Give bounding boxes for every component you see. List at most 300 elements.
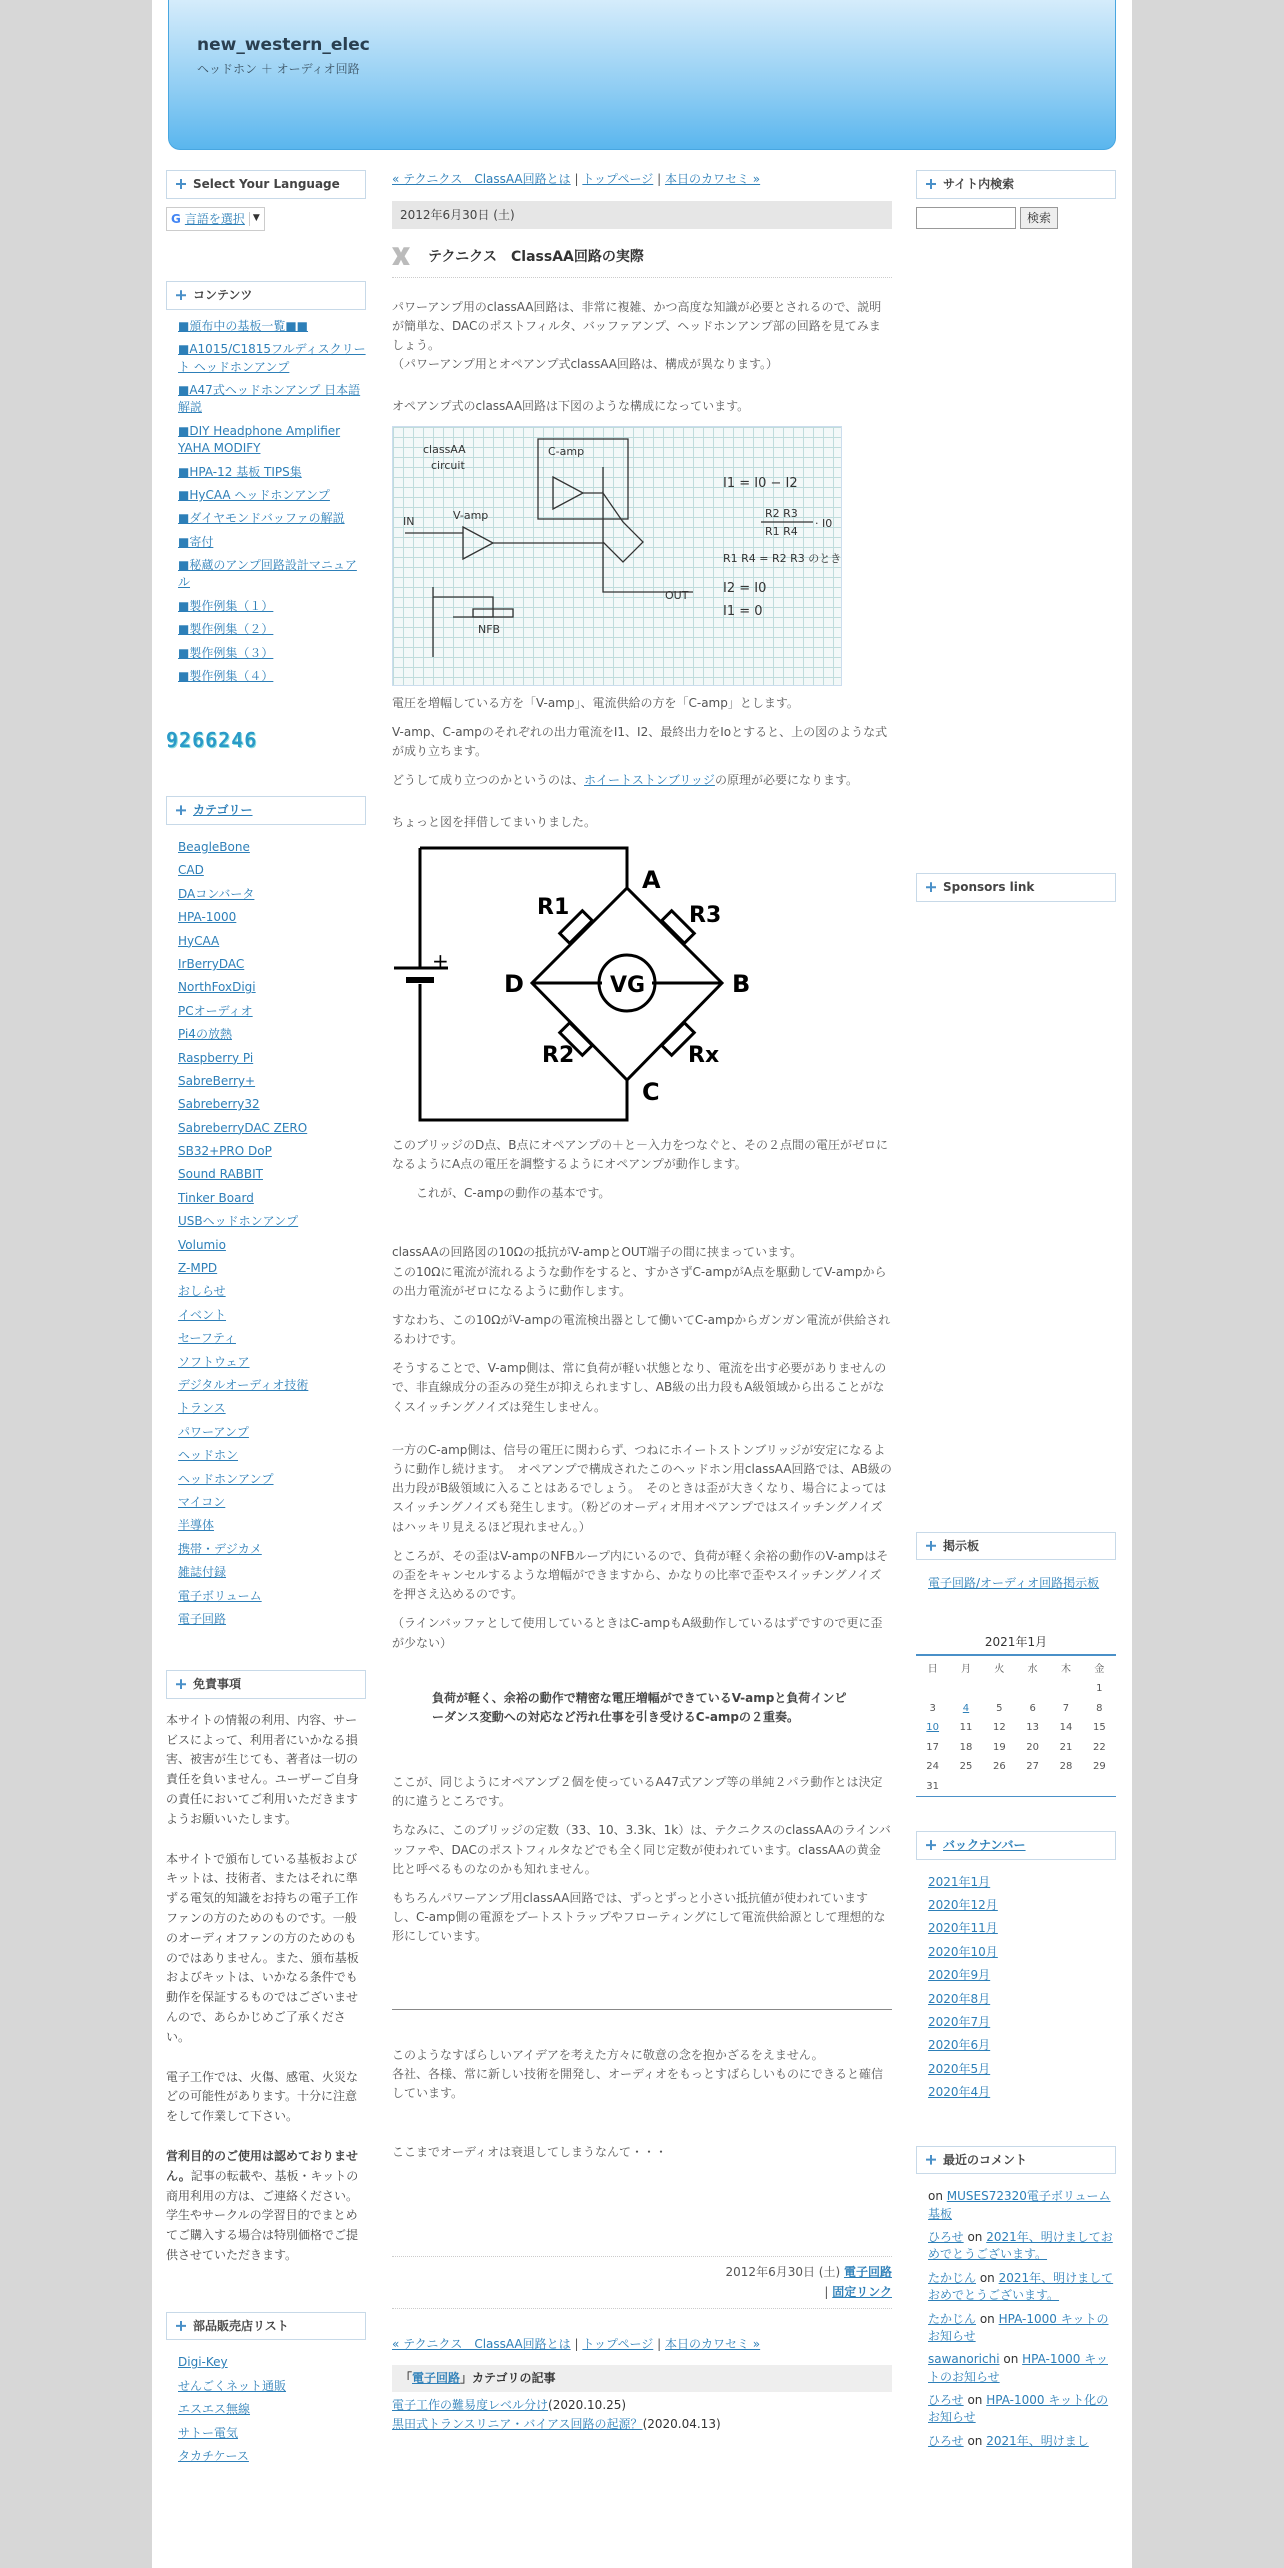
footer-date: 2012年6月30日 (土) — [725, 2265, 841, 2280]
fig1-eq4: I2 = I0 — [723, 580, 767, 596]
category-link[interactable]: ヘッドホン — [178, 1448, 239, 1463]
category-list — [166, 839, 366, 1628]
post-p17: もちろんパワーアンプ用classAA回路では、ずっとずっと小さい抵抗値が使われていますし、C-amp側の電源をブートストラップやフローティングにして電流供給源として理想的な形にしています。 — [392, 1891, 886, 1944]
comment-post-link[interactable]: 2021年、明けましておめでとうございます。 — [928, 2270, 1114, 2303]
calendar-day — [916, 1679, 949, 1699]
shop-link[interactable]: エスエス無線 — [178, 2402, 251, 2417]
post-p4: V-amp、C-ampのそれぞれの出力電流をI1、I2、最終出力をIoとすると、上の図のような式が成り立ちます。 — [392, 725, 888, 759]
comment-item — [928, 2311, 1116, 2346]
contents-item — [178, 534, 366, 551]
calendar-day: 19 — [992, 1741, 1006, 1753]
post-p5 — [392, 771, 892, 790]
backnumber-link[interactable]: 2020年8月 — [928, 1991, 991, 2006]
backnumber-item — [928, 2037, 1116, 2054]
calendar-day-link[interactable]: 10 — [926, 1722, 940, 1734]
comment-post-link[interactable]: HPA-1000 キットのお知らせ — [928, 2352, 1108, 2384]
category-item — [178, 839, 366, 856]
calendar-head-row — [916, 1660, 1116, 1680]
backnumber-link[interactable]: 2021年1月 — [928, 1874, 991, 1889]
category-link[interactable]: USBヘッドホンアンプ — [178, 1214, 299, 1229]
comment-user-link[interactable]: sawanorichi — [928, 2352, 1000, 2367]
post-p19: ここまでオーディオは衰退してしまうなんて・・・ — [392, 2145, 668, 2160]
comment-post-link[interactable]: 2021年、明けましておめでとうございます。 — [928, 2229, 1113, 2262]
chevron-down-icon[interactable]: ▼ — [249, 212, 260, 226]
contents-item — [178, 510, 366, 527]
board-link[interactable]: 電子回路/オーディオ回路掲示板 — [928, 1576, 1100, 1591]
access-counter: 9266246 — [166, 728, 258, 753]
backnumber-item — [928, 1897, 1116, 1914]
footer-category-link[interactable]: 電子回路 — [843, 2265, 892, 2280]
category-item — [178, 1026, 366, 1043]
category-link[interactable]: Volumio — [178, 1237, 226, 1252]
calendar-day: 24 — [926, 1761, 940, 1773]
category-item — [178, 933, 366, 950]
contents-link[interactable]: ■製作例集（４） — [178, 669, 274, 684]
comment-user-link[interactable]: ひろせ — [928, 2433, 964, 2448]
language-select[interactable] — [166, 207, 265, 232]
post-p18-text: このようなすばらしいアイデアを考えた方々に敬意の念を抱かざるをえません。 — [392, 2047, 824, 2062]
calendar-day — [949, 1679, 982, 1699]
fig1-eq5: I1 = 0 — [723, 603, 763, 619]
calendar-day[interactable] — [916, 1718, 949, 1738]
category-link[interactable]: ソフトウェア — [178, 1354, 250, 1369]
calendar — [916, 1633, 1116, 1797]
calendar-day: 26 — [992, 1761, 1006, 1773]
calendar-day: 17 — [926, 1741, 940, 1753]
label-r3: R3 — [689, 902, 722, 928]
contents-item — [178, 645, 366, 662]
related-date: (2020.04.13) — [642, 2417, 721, 2432]
divider — [392, 2009, 892, 2010]
calendar-week-row — [916, 1718, 1116, 1738]
calendar-week-row — [916, 1738, 1116, 1758]
calendar-weekday: 日 — [927, 1663, 938, 1675]
category-link[interactable]: 半導体 — [178, 1518, 215, 1533]
contents-item — [178, 423, 366, 458]
calendar-day: 22 — [1092, 1741, 1106, 1753]
category-item — [178, 1050, 366, 1067]
calendar-day: 15 — [1092, 1722, 1106, 1734]
category-item — [178, 956, 366, 973]
fig1-label1: classAA — [423, 442, 466, 456]
comment-user-link[interactable]: たかじん — [928, 2311, 977, 2326]
post-p8: これが、C-ampの動作の基本です。 — [416, 1186, 611, 1201]
contents-link[interactable]: ■HPA-12 基板 TIPS集 — [178, 464, 302, 479]
language-select-label[interactable]: 言語を選択 — [184, 211, 245, 226]
category-item — [178, 1260, 366, 1277]
category-link[interactable]: 電子ボリューム — [178, 1588, 262, 1603]
category-item — [178, 1517, 366, 1534]
comment-post-link[interactable]: HPA-1000 キットのお知らせ — [928, 2311, 1109, 2343]
calendar-week-row — [916, 1757, 1116, 1777]
post-p12: 一方のC-amp側は、信号の電圧に関わらず、つねにホイートストンブリッジが安定になるように動作し続けます。 オペアンプで構成されたこのヘッドホン用classAA回路では、AB級の出力段がB級領域に入ることはあるでしょう。 そのときは歪が大きくなり、場合によってはスイッチングノイズも発生します。（粉どのオーディオ用オペアンプではスイッチングノイズはハッキリ見えるほど現れません。） — [392, 1442, 892, 1534]
backnumber-link[interactable]: 2020年7月 — [928, 2015, 991, 2029]
node-b: B — [732, 969, 751, 998]
backnumber-item — [928, 2084, 1116, 2101]
comment-user-link[interactable]: ひろせ — [928, 2229, 964, 2244]
comment-on: on — [999, 2352, 1023, 2367]
calendar-day: 5 — [996, 1702, 1003, 1714]
comment-item — [928, 2188, 1116, 2223]
category-header-link[interactable]: カテゴリー — [193, 803, 253, 818]
backnumber-item — [928, 2061, 1116, 2078]
category-item — [178, 886, 366, 903]
search-header: サイト内検索 — [916, 170, 1116, 199]
related-item — [392, 2396, 892, 2415]
calendar-day: 31 — [926, 1780, 940, 1792]
category-link[interactable]: BeagleBone — [178, 840, 250, 855]
shop-item — [178, 2425, 366, 2442]
contents-link[interactable]: ■A1015/C1815フルディスクリート ヘッドホンアンプ — [178, 342, 366, 374]
calendar-day — [1049, 1679, 1082, 1699]
next-post-link[interactable]: 本日のカワセミ » — [664, 172, 761, 186]
comment-post-link[interactable]: HPA-1000 キット化のお知らせ — [928, 2393, 1109, 2425]
category-link[interactable]: パワーアンプ — [178, 1424, 249, 1439]
category-link[interactable]: イベント — [178, 1307, 227, 1322]
post-quote: 負荷が軽く、余裕の動作で精密な電圧増幅ができているV-ampと負荷インピーダンス変動への対応など汚れ仕事を引き受けるC-ampの２重奏。 — [432, 1690, 847, 1724]
post-p18b-text: 各社、各様、常に新しい技術を開発し、オーディオをもっとすばらしいものにできると確信しています。 — [392, 2066, 884, 2100]
post-p1-text: パワーアンプ用のclassAA回路は、非常に複雑、かつ高度な知識が必要とされるので、説明が簡単な、DACのポストフィルタ、バッファアンプ、ヘッドホンアンプ部の回路を見てみましょう。 — [392, 299, 882, 353]
post-p1b-text: （パワーアンプ用とオペアンプ式classAA回路は、構成が異なります。） — [392, 357, 779, 372]
contents-link[interactable]: ■頒布中の基板一覧■■ — [178, 318, 309, 333]
related-item — [392, 2415, 892, 2434]
category-link[interactable]: NorthFoxDigi — [178, 980, 256, 995]
calendar-week-row — [916, 1777, 1116, 1797]
comment-item — [928, 2270, 1116, 2305]
comment-on: on — [963, 2229, 987, 2244]
post-nav-bottom — [392, 2335, 892, 2354]
search-button[interactable]: 検索 — [1020, 207, 1058, 230]
calendar-weekday: 月 — [960, 1663, 971, 1675]
category-link[interactable]: SabreberryDAC ZERO — [178, 1120, 308, 1135]
label-rx: Rx — [688, 1042, 720, 1068]
search-input[interactable] — [916, 207, 1016, 229]
calendar-table — [916, 1660, 1116, 1797]
category-link[interactable]: Sound RABBIT — [178, 1167, 263, 1182]
backnumber-item — [928, 1967, 1116, 1984]
calendar-day: 3 — [929, 1702, 936, 1714]
prev-post-link-bottom[interactable]: « テクニクス ClassAA回路とは — [392, 2336, 571, 2351]
comments-list — [916, 2188, 1116, 2450]
category-link[interactable]: おしらせ — [178, 1284, 226, 1299]
category-item — [178, 1611, 366, 1628]
calendar-title: 2021年1月 — [916, 1633, 1116, 1656]
contents-link[interactable]: ■製作例集（１） — [178, 598, 274, 613]
comment-item — [928, 2433, 1116, 2450]
contents-item — [178, 318, 366, 335]
category-link[interactable]: SabreBerry+ — [178, 1073, 256, 1088]
calendar-day: 25 — [959, 1761, 973, 1773]
category-item — [178, 1096, 366, 1113]
fig1-in: IN — [403, 514, 415, 528]
backnumber-header-link[interactable]: バックナンバー — [943, 1838, 1026, 1853]
calendar-day: 14 — [1059, 1722, 1073, 1734]
fig1-label2: circuit — [431, 458, 465, 472]
category-item — [178, 1307, 366, 1324]
fig1-eq3: R1 R4 = R2 R3 のとき — [723, 551, 842, 565]
category-item — [178, 1447, 366, 1464]
shop-link[interactable]: せんごくネット通販 — [178, 2378, 287, 2393]
calendar-day: 13 — [1026, 1722, 1040, 1734]
calendar-day — [1083, 1777, 1116, 1797]
permalink[interactable]: 固定リンク — [832, 2284, 892, 2299]
vamp-wire — [405, 533, 693, 592]
disclaimer-p1: 本サイトの情報の利用、内容、サービスによって、利用者にいかなる損害、被害が生じても、著者は一切の責任を負いません。ユーザーご自身の責任においてご利用いただきますようお願いいたします。 — [166, 1712, 359, 1826]
backnumber-link[interactable]: 2020年9月 — [928, 1968, 991, 1983]
category-link[interactable]: Z-MPD — [178, 1261, 218, 1276]
category-link[interactable]: PCオーディオ — [178, 1003, 253, 1018]
fig1-camp: C-amp — [548, 444, 585, 458]
category-link[interactable]: セーフティ — [178, 1331, 236, 1346]
calendar-day: 1 — [1096, 1683, 1103, 1695]
comments-header: 最近のコメント — [916, 2146, 1116, 2175]
related-header — [392, 2365, 892, 2392]
related-q2: 」カテゴリの記事 — [460, 2371, 556, 2386]
category-link[interactable]: DAコンバータ — [178, 886, 255, 901]
contents-link[interactable]: ■寄付 — [178, 534, 214, 549]
nav-separator: | — [574, 172, 579, 186]
post-p5b: の原理が必要になります。 — [714, 773, 858, 788]
category-item — [178, 1424, 366, 1441]
fig1-eq2c: · I0 — [815, 516, 833, 530]
post-p5a: どうして成り立つのかというのは、 — [392, 773, 585, 788]
category-link[interactable]: HPA-1000 — [178, 910, 237, 925]
calendar-day: 29 — [1092, 1761, 1106, 1773]
category-item — [178, 1237, 366, 1254]
calendar-weekday: 木 — [1060, 1663, 1071, 1675]
comment-on: on — [963, 2393, 987, 2408]
site-banner — [168, 0, 1116, 150]
category-link[interactable]: IrBerryDAC — [178, 956, 245, 971]
prev-post-link[interactable]: « テクニクス ClassAA回路とは — [392, 172, 571, 186]
contents-link[interactable]: ■製作例集（２） — [178, 622, 274, 637]
calendar-day: 6 — [1029, 1702, 1036, 1714]
shop-item — [178, 2401, 366, 2418]
shop-link[interactable]: タカチケース — [178, 2448, 249, 2463]
category-item — [178, 909, 366, 926]
board-header: 掲示板 — [916, 1532, 1116, 1561]
category-link[interactable]: Sabreberry32 — [178, 1097, 260, 1112]
category-item — [178, 1471, 366, 1488]
category-item — [178, 1166, 366, 1183]
comment-on: on — [928, 2189, 947, 2204]
post-p7: このブリッジのD点、B点にオペアンプの＋と－入力をつなぐと、その２点間の電圧がゼロになるようにA点の電圧を調整するようにオペアンプが動作します。 — [392, 1137, 889, 1171]
calendar-day — [983, 1777, 1016, 1797]
top-page-link-bottom[interactable]: トップページ — [582, 2336, 654, 2351]
wheatstone-link[interactable]: ホイートストンブリッジ — [584, 773, 715, 788]
category-link[interactable]: Pi4の放熱 — [178, 1027, 232, 1042]
disclaimer-bold: 営利目的のご使用は認めておりません。 — [166, 2149, 359, 2183]
category-header — [166, 796, 366, 825]
calendar-day-link[interactable]: 4 — [962, 1702, 970, 1714]
fig1-eq2b: R1 R4 — [765, 524, 798, 538]
calendar-day — [949, 1777, 982, 1797]
comment-post-link[interactable]: MUSES72320電子ボリューム基板 — [928, 2189, 1111, 2221]
contents-link[interactable]: ■ダイヤモンドバッファの解説 — [178, 511, 345, 526]
backnumber-link[interactable]: 2020年11月 — [928, 1921, 998, 1936]
bridge-wire — [603, 493, 643, 562]
related-link[interactable]: 電子工作の難易度レベル分け — [392, 2397, 549, 2412]
related-category-link[interactable]: 電子回路 — [412, 2371, 461, 2386]
contents-link[interactable]: ■秘蔵のアンプ回路設計マニュアル — [178, 558, 357, 590]
category-item — [178, 1330, 366, 1347]
search-form — [916, 207, 1116, 230]
calendar-day[interactable] — [949, 1699, 982, 1719]
category-link[interactable]: 雑誌付録 — [178, 1565, 227, 1580]
shop-link[interactable]: サトー電気 — [178, 2425, 239, 2440]
disclaimer — [166, 1711, 366, 2266]
backnumber-link[interactable]: 2020年5月 — [928, 2061, 991, 2076]
post-p16: ちなみに、このブリッジの定数（33、10、3.3k、1k）は、テクニクスのclassAAのラインバッファや、DACのポストフィルタなどでも全く同じ定数が使われています。classAAの黄金比と呼べるものなのかも知れません。 — [392, 1823, 891, 1876]
calendar-day: 7 — [1062, 1702, 1070, 1714]
post-p2: オペアンプ式のclassAA回路は下図のような構成になっています。 — [392, 398, 750, 413]
fig1-out: OUT — [665, 588, 689, 602]
contents-link[interactable]: ■A47式ヘッドホンアンプ 日本語解説 — [178, 382, 361, 415]
comment-user-link[interactable]: ひろせ — [928, 2393, 964, 2408]
backnumber-link[interactable]: 2020年12月 — [928, 1898, 998, 1913]
backnumber-link[interactable]: 2020年6月 — [928, 2038, 991, 2053]
calendar-day: 11 — [959, 1722, 973, 1734]
comment-post-link[interactable]: 2021年、明けまし — [986, 2433, 1089, 2448]
comment-on: on — [976, 2270, 999, 2285]
calendar-weekday: 火 — [994, 1663, 1005, 1675]
contents-item — [178, 557, 366, 592]
contents-item — [178, 464, 366, 481]
disclaimer-p4 — [166, 2147, 366, 2266]
category-link[interactable]: Tinker Board — [178, 1190, 254, 1205]
left-sidebar — [166, 170, 366, 2471]
calendar-day: 27 — [1026, 1761, 1040, 1773]
calendar-weekday: 水 — [1027, 1663, 1038, 1675]
category-link[interactable]: トランス — [178, 1401, 226, 1416]
top-page-link[interactable]: トップページ — [582, 172, 654, 186]
post-p15: ここが、同じようにオペアンプ２個を使っているA47式アンプ等の単純２パラ動作とは決定的に違うところです。 — [392, 1775, 883, 1809]
related-date: (2020.10.25) — [548, 2397, 627, 2412]
category-item — [178, 1120, 366, 1137]
shop-item — [178, 2354, 366, 2371]
related-q1: 「 — [400, 2371, 413, 2386]
shop-link[interactable]: Digi-Key — [178, 2355, 228, 2370]
comment-on: on — [976, 2311, 999, 2326]
contents-link[interactable]: ■製作例集（３） — [178, 645, 274, 660]
main-content — [392, 170, 892, 2434]
contents-item — [178, 487, 366, 504]
disclaimer-p3: 電子工作では、火傷、感電、火災などの可能性があります。十分に注意をして作業して下さい。 — [166, 2069, 359, 2124]
backnumber-item — [928, 1991, 1116, 2008]
category-link[interactable]: ヘッドホンアンプ — [178, 1471, 274, 1486]
calendar-day: 21 — [1059, 1741, 1073, 1753]
category-link[interactable]: CAD — [178, 863, 204, 878]
backnumber-list — [916, 1874, 1116, 2102]
related-link[interactable]: 黒田式トランスリニア・バイアス回路の起源？ — [392, 2417, 643, 2432]
post-p14: （ラインバッファとして使用しているときはC-ampもA級動作しているはずですので更に歪が少ない） — [392, 1616, 883, 1650]
shop-list — [166, 2354, 366, 2465]
nfb-wire — [433, 587, 493, 657]
contents-item — [178, 598, 366, 615]
category-item — [178, 1003, 366, 1020]
category-item — [178, 1377, 366, 1394]
category-item — [178, 1494, 366, 1511]
nav-separator: | — [574, 2336, 579, 2351]
category-link[interactable]: デジタルオーディオ技術 — [178, 1378, 309, 1392]
classaa-circuit-figure[interactable] — [392, 426, 842, 686]
category-item — [178, 1190, 366, 1207]
post-p9b-text: この10Ωに電流が流れるような動作をすると、すかさずC-ampがA点を駆動してV-ampからの出力電流がゼロになるように動作します。 — [392, 1264, 887, 1298]
page — [152, 0, 1132, 2568]
category-item — [178, 1588, 366, 1605]
contents-link[interactable]: ■DIY Headphone Amplifier YAHA MODIFY — [178, 423, 341, 456]
calendar-day: 18 — [959, 1741, 973, 1753]
fig1-vamp: V-amp — [453, 508, 489, 522]
disclaimer-header: 免責事項 — [166, 1670, 366, 1699]
post-p6: ちょっと図を拝借してまいりました。 — [392, 814, 597, 829]
post-p1 — [392, 298, 892, 375]
contents-header: コンテンツ — [166, 281, 366, 310]
nav-separator: | — [657, 2336, 662, 2351]
fig1-eq2a: R2 R3 — [765, 506, 798, 520]
shops-header: 部品販売店リスト — [166, 2312, 366, 2341]
post-nav-top — [392, 170, 892, 189]
post-p11: そうすることで、V-amp側は、常に負荷が軽い状態となり、電流を出す必要がありませんので、非直線成分の歪みの発生が抑えられますし、AB級の出力段もA級領域から出ることがなくスイッチングノイズは発生しません。 — [392, 1361, 887, 1414]
backnumber-header — [916, 1831, 1116, 1860]
category-link[interactable]: Raspberry Pi — [178, 1050, 254, 1065]
post-date: 2012年6月30日 (土) — [392, 201, 892, 230]
category-link[interactable]: 電子回路 — [178, 1611, 227, 1626]
comment-item — [928, 2229, 1116, 2264]
category-item — [178, 1283, 366, 1300]
comment-on: on — [963, 2433, 987, 2448]
calendar-day — [983, 1679, 1016, 1699]
category-item — [178, 1541, 366, 1558]
node-c: C — [642, 1077, 660, 1106]
site-subtitle: ヘッドホン ＋ オーディオ回路 — [197, 62, 360, 76]
calendar-day: 8 — [1096, 1702, 1103, 1714]
post-p13: ところが、その歪はV-ampのNFBループ内にいるので、負荷が軽く余裕の動作のV-ampはその歪をキャンセルするような増幅ができますから、かなりの比率で歪やスイッチングノイズを押さえ込めるのです。 — [392, 1548, 889, 1602]
category-item — [178, 1564, 366, 1581]
comment-user-link[interactable]: たかじん — [928, 2270, 977, 2285]
calendar-day — [1016, 1777, 1049, 1797]
fig1-nfb: NFB — [478, 622, 501, 636]
category-link[interactable]: HyCAA — [178, 933, 220, 948]
disclaimer-p2: 本サイトで頒布している基板およびキットは、技術者、またはそれに準ずる電気的知識をお持ちの電子工作ファンの方のためのものです。一般のオーディオファンの方のためのものではありません。また、頒布基板およびキットは、いかなる条件でも動作を保証するものではございませんので、あらかじめご了承ください。 — [166, 1851, 359, 2044]
shop-item — [178, 2448, 366, 2465]
category-link[interactable]: SB32+PRO DoP — [178, 1144, 272, 1159]
related-list — [392, 2396, 892, 2434]
backnumber-link[interactable]: 2020年10月 — [928, 1944, 998, 1959]
category-link[interactable]: マイコン — [178, 1494, 226, 1509]
site-title[interactable]: new_western_elec — [197, 35, 370, 55]
calendar-day: 12 — [992, 1722, 1006, 1734]
sponsor-header: Sponsors link — [916, 873, 1116, 902]
calendar-day: 20 — [1026, 1741, 1040, 1753]
contents-link[interactable]: ■HyCAA ヘッドホンアンプ — [178, 487, 330, 502]
wheatstone-bridge-figure[interactable] — [392, 842, 752, 1132]
comment-item — [928, 2392, 1116, 2427]
post-p9-text: classAAの回路図の10Ωの抵抗がV-ampとOUT端子の間に挟まっています。 — [392, 1245, 803, 1260]
backnumber-link[interactable]: 2020年4月 — [928, 2085, 991, 2100]
category-link[interactable]: 携帯・デジカメ — [178, 1541, 262, 1556]
post-p10: すなわち、この10ΩがV-ampの電流検出器として働いてC-ampからガンガン電流が供給されるわけです。 — [392, 1312, 891, 1347]
backnumber-item — [928, 2014, 1116, 2031]
calendar-day — [1049, 1777, 1082, 1797]
label-r2: R2 — [542, 1042, 575, 1068]
battery-plus: + — [432, 948, 449, 973]
post-title[interactable]: テクニクス ClassAA回路の実際 — [392, 241, 892, 278]
label-vg: VG — [610, 972, 646, 998]
next-post-link-bottom[interactable]: 本日のカワセミ » — [664, 2336, 761, 2351]
category-item — [178, 1143, 366, 1160]
calendar-week-row — [916, 1699, 1116, 1719]
